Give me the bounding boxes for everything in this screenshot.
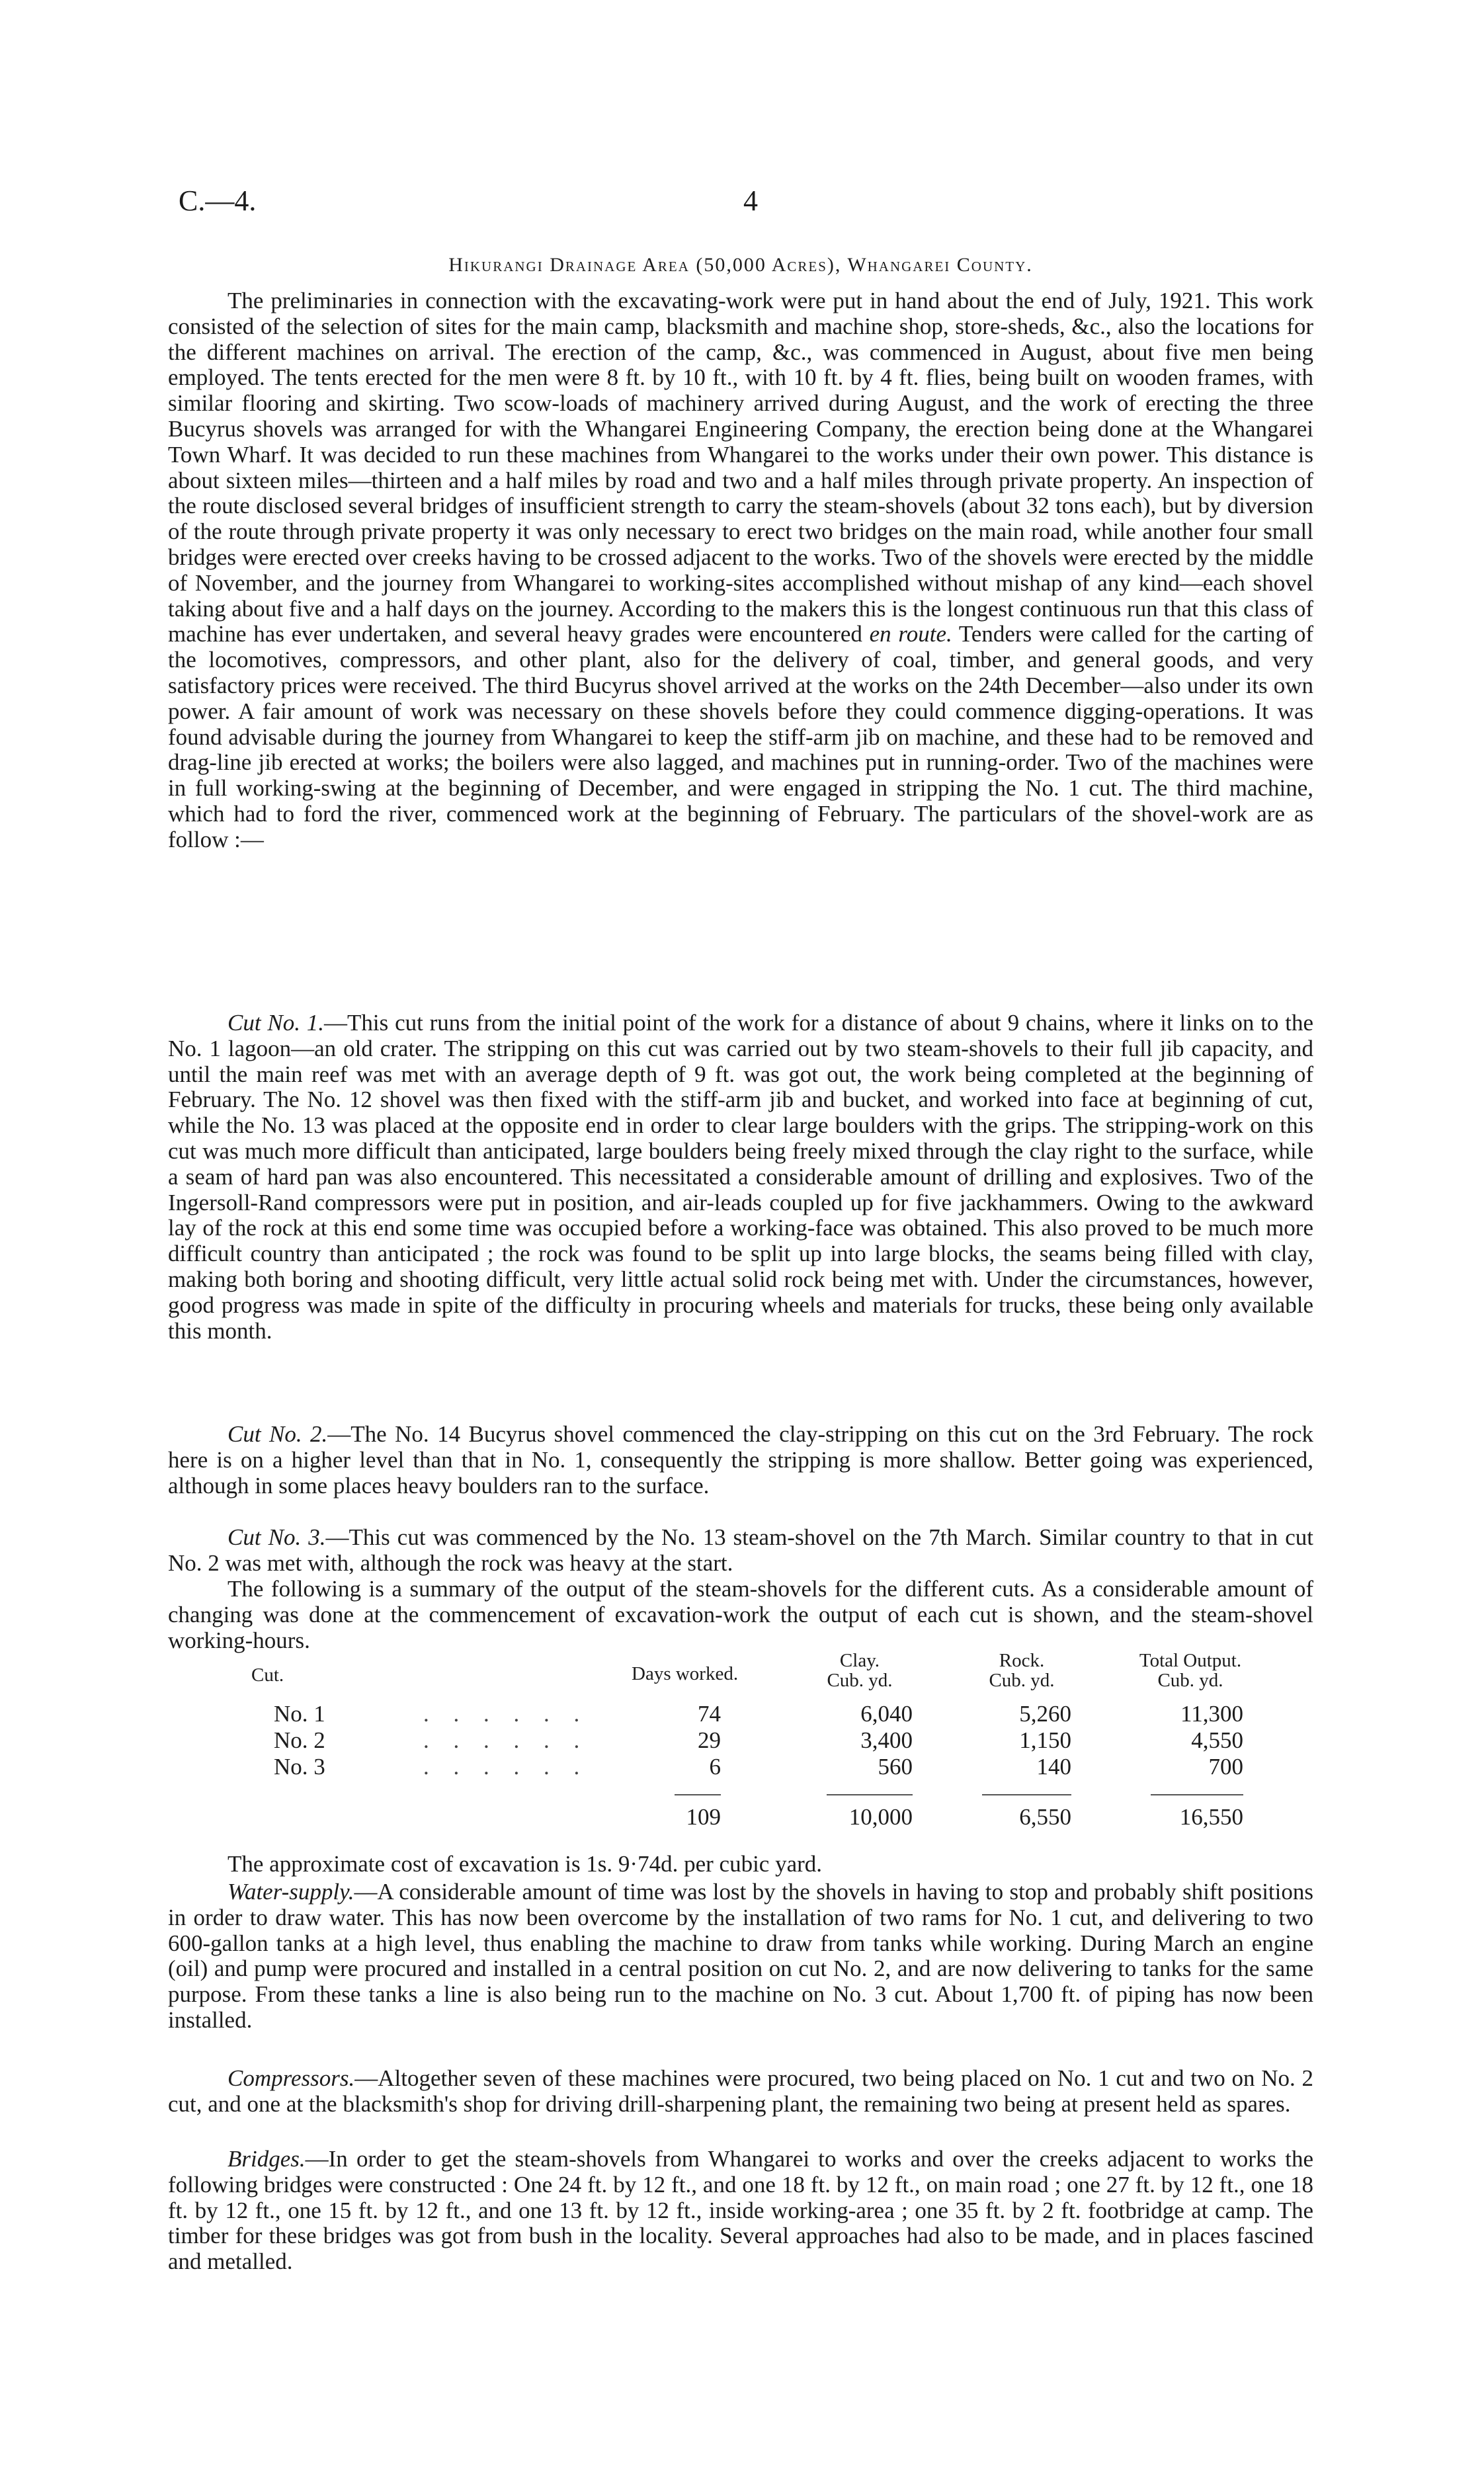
bridges-label: Bridges.	[227, 2146, 306, 2172]
header-total-line1: Total Output.	[1139, 1650, 1242, 1671]
cut-2-text: —The No. 14 Bucyrus shovel commenced the clay-stripping on this cut on the 3rd February. The rock here is on a higher level than that in No. 1, consequently the stripping is more shallow. Better going was experienced, although in some places heavy boulders ran to the surface.	[168, 1421, 1313, 1499]
total-output: 16,550	[1179, 1804, 1243, 1830]
intro-text-cont: Tenders were called for the carting of the locomotives, compressors, and other plant, also for the delivery of coal, timber, and general goods, and very satisfactory prices were received. The third Bucyrus shovel arrived at the works on the 24th December—also under its own power. A fair amount of work was necessary on these shovels before they could commence digging-operations. It was found advisable during the journey from Whangarei to keep the stiff-arm jib on machine, and these had to be removed and drag-line jib erected at works; the boilers were also lagged, and machines put in running-order. Two of the machines were in full working-swing at the beginning of December, and were engaged in stripping the No. 1 cut. The third machine, which had to ford the river, commenced work at the beginning of February. The particulars of the shovel-work are as follow :—	[168, 621, 1313, 852]
row-1-clay: 6,040	[860, 1701, 913, 1727]
document-code: C.—4.	[179, 185, 257, 217]
water-supply-text: —A considerable amount of time was lost by the shovels in having to stop and probably shift positions in order to draw water. This has now been overcome by the installation of two rams for No. 1 cut, and delivering to two 600-gallon tanks at a high level, thus enabling the machine to draw from tanks while working. During March an engine (oil) and pump were procured and installed in a central position on cut No. 2, and are now delivering to tanks for the same purpose. From these tanks a line is also being run to the machine on No. 3 cut. About 1,700 ft. of piping has now been installed.	[168, 1879, 1313, 2033]
header-rock-line2: Cub. yd.	[989, 1670, 1055, 1691]
summary-intro-paragraph: The following is a summary of the output of the steam-shovels for the different cuts. As a considerable amount of changing was done at the commencement of excavation-work the output of each cut is shown, and the steam-shovel working-hours.	[168, 1576, 1313, 1653]
row-2-days: 29	[698, 1727, 721, 1753]
header-rock	[959, 1651, 1085, 1690]
header-total-output	[1104, 1651, 1276, 1690]
row-1-cut: No. 1	[274, 1701, 325, 1727]
compressors-paragraph	[168, 2066, 1313, 2118]
water-supply-paragraph	[168, 1879, 1313, 2034]
output-summary-table	[165, 1645, 1329, 1844]
compressors-text: —Altogether seven of these machines were procured, two being placed on No. 1 cut and two on No. 2 cut, and one at the blacksmith's shop for driving drill-sharpening plant, the remaining two being at present held as spares.	[168, 2065, 1313, 2117]
cut-1-paragraph	[168, 1010, 1313, 1344]
row-2-cut: No. 2	[274, 1727, 325, 1753]
sum-rule-total	[1151, 1794, 1243, 1795]
intro-paragraph	[168, 288, 1313, 853]
row-2-rock: 1,150	[1019, 1727, 1071, 1753]
compressors-label: Compressors.	[227, 2065, 355, 2091]
header-clay-line2: Cub. yd.	[827, 1670, 893, 1691]
row-1-total: 11,300	[1180, 1701, 1243, 1727]
row-2-clay: 3,400	[860, 1727, 913, 1753]
total-rock: 6,550	[1019, 1804, 1071, 1830]
header-rock-line1: Rock.	[999, 1650, 1045, 1671]
row-3-days: 6	[709, 1754, 721, 1780]
row-3-total: 700	[1208, 1754, 1243, 1780]
row-3-cut: No. 3	[274, 1754, 325, 1780]
intro-italic: en route.	[869, 621, 952, 647]
header-clay-line1: Clay.	[839, 1650, 880, 1671]
bridges-paragraph	[168, 2147, 1313, 2275]
cut-2-paragraph	[168, 1422, 1313, 1499]
cut-1-label: Cut No. 1.	[227, 1010, 325, 1036]
header-days-worked: Days worked.	[632, 1663, 739, 1684]
header-cut: Cut.	[251, 1665, 284, 1686]
sum-rule-rock	[982, 1794, 1071, 1795]
row-3-clay: 560	[878, 1754, 913, 1780]
cut-1-text: —This cut runs from the initial point of the work for a distance of about 9 chains, where it links on to the No. 1 lagoon—an old crater. The stripping on this cut was carried out by two steam-shovels to their full jib capacity, and until the main reef was met with an average depth of 9 ft. was got out, the work being completed at the beginning of February. The No. 12 shovel was then fixed with the stiff-arm jib and bucket, and worked into face at beginning of cut, while the No. 13 was placed at the opposite end in order to clear large boulders with the grips. The stripping-work on this cut was much more difficult than anticipated, large boulders being freely mixed through the clay right to the surface, while a seam of hard pan was also encountered. This necessitated a considerable amount of drilling and explosives. Two of the Ingersoll-Rand compressors were put in position, and air-leads coupled up for five jackhammers. Owing to the awkward lay of the rock at this end some time was occupied before a working-face was obtained. This also proved to be much more difficult country than anticipated ; the rock was found to be split up into large blocks, the seams being filled with clay, making both boring and shooting difficult, very little actual solid rock being met with. Under the circumstances, however, good progress was made in spite of the difficulty in procuring wheels and materials for trucks, these being only available this month.	[168, 1010, 1313, 1344]
cost-line: The approximate cost of excavation is 1s. 9·74d. per cubic yard.	[227, 1851, 823, 1877]
sum-rule-days	[675, 1794, 721, 1795]
header-total-line2: Cub. yd.	[1157, 1670, 1223, 1691]
section-title: Hikurangi Drainage Area (50,000 Acres), Whangarei County.	[448, 254, 1033, 276]
total-days: 109	[686, 1804, 721, 1830]
bridges-text: —In order to get the steam-shovels from Whangarei to works and over the creeks adjacent to works the following bridges were constructed : One 24 ft. by 12 ft., and one 18 ft. by 12 ft., on main road ; one 27 ft. by 12 ft., one 18 ft. by 12 ft., one 15 ft. by 12 ft., and one 13 ft. by 12 ft., inside working-area ; one 35 ft. by 2 ft. footbridge at camp. The timber for these bridges was got from bush in the locality. Several approaches had also to be made, and in places fascined and metalled.	[168, 2146, 1313, 2275]
row-1-rock: 5,260	[1019, 1701, 1071, 1727]
cut-3-paragraph	[168, 1525, 1313, 1577]
row-1-leader: . . . . . .	[423, 1701, 589, 1727]
sum-rule-clay	[827, 1794, 913, 1795]
intro-text: The preliminaries in connection with the excavating-work were put in hand about the end of July, 1921. This work consisted of the selection of sites for the main camp, blacksmith and machine shop, store-sheds, &c., also the locations for the different machines on arrival. The erection of the camp, &c., was commenced in August, about five men being employed. The tents erected for the men were 8 ft. by 10 ft., with 10 ft. by 4 ft. flies, being built on wooden frames, with similar flooring and skirting. Two scow-loads of machinery arrived during August, and the work of erecting the three Bucyrus shovels was arranged for with the Whangarei Engineering Company, the erection being done at the Whangarei Town Wharf. It was decided to run these machines from Whangarei to the works under their own power. This distance is about sixteen miles—thirteen and a half miles by road and two and a half miles through private property. An inspection of the route disclosed several bridges of insufficient strength to carry the steam-shovels (about 32 tons each), but by diversion of the route through private property it was only necessary to erect two bridges on the main road, while another four small bridges were erected over creeks having to be crossed adjacent to the works. Two of the shovels were erected by the middle of November, and the journey from Whangarei to working-sites accomplished without mishap of any kind—each shovel taking about five and a half days on the journey. According to the makers this is the longest continuous run that this class of machine has ever undertaken, and several heavy grades were encountered	[168, 288, 1313, 647]
page-number: 4	[743, 185, 758, 217]
row-1-days: 74	[698, 1701, 721, 1727]
cut-3-label: Cut No. 3.	[227, 1524, 326, 1550]
row-3-rock: 140	[1036, 1754, 1071, 1780]
row-3-leader: . . . . . .	[423, 1754, 589, 1780]
row-2-leader: . . . . . .	[423, 1727, 589, 1753]
row-2-total: 4,550	[1191, 1727, 1243, 1753]
water-supply-label: Water-supply.	[227, 1879, 354, 1905]
cut-3-text: —This cut was commenced by the No. 13 steam-shovel on the 7th March. Similar country to that in cut No. 2 was met with, although the rock was heavy at the start.	[168, 1524, 1313, 1576]
total-clay: 10,000	[848, 1804, 913, 1830]
cut-2-label: Cut No. 2.	[227, 1421, 328, 1447]
header-clay	[794, 1651, 926, 1690]
